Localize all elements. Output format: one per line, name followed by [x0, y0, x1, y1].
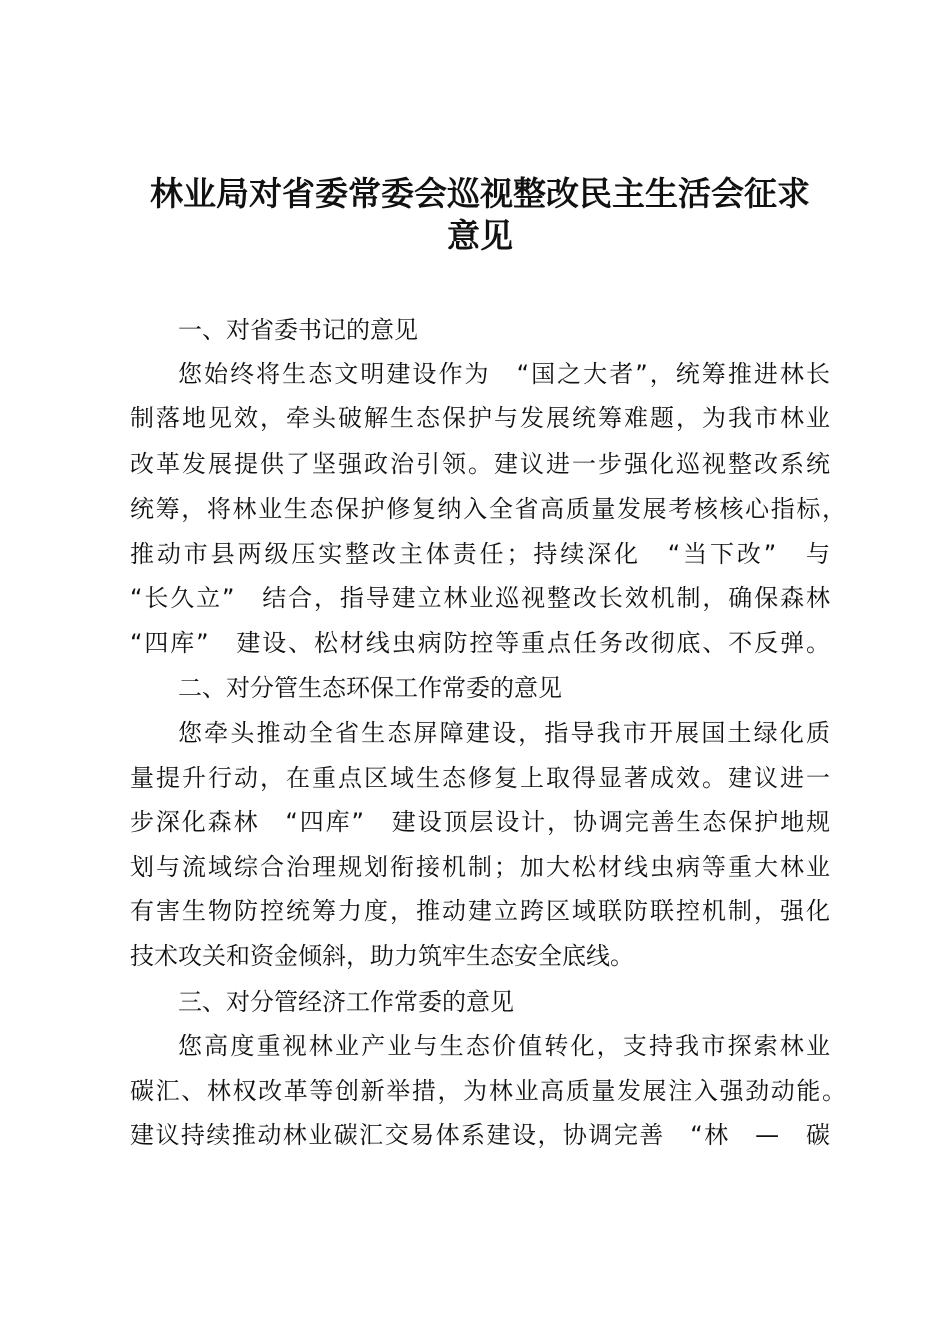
section-2-paragraph-line: 步深化森林 “四库” 建设顶层设计，协调完善生态保护地规 — [130, 808, 830, 836]
section-2-heading: 二、对分管生态环保工作常委的意见 — [178, 674, 562, 702]
section-3-paragraph-line: 碳汇、林权改革等创新举措，为林业高质量发展注入强劲动能。 — [130, 1077, 846, 1105]
section-2-paragraph-line: 您牵头推动全省生态屏障建设，指导我市开展国土绿化质 — [178, 719, 830, 747]
section-3-paragraph-line: 您高度重视林业产业与生态价值转化，支持我市探索林业 — [178, 1032, 830, 1060]
document-title-line-1: 林业局对省委常委会巡视整改民主生活会征求 — [150, 174, 810, 213]
section-2-paragraph-line: 技术攻关和资金倾斜，助力筑牢生态安全底线。 — [130, 942, 634, 970]
section-2-paragraph-line: 量提升行动，在重点区域生态修复上取得显著成效。建议进一 — [130, 764, 830, 792]
section-2-paragraph-line: 有害生物防控统筹力度，推动建立跨区域联防联控机制，强化 — [130, 897, 830, 925]
section-1-heading: 一、对省委书记的意见 — [178, 316, 418, 344]
section-1-paragraph-line: 制落地见效，牵头破解生态保护与发展统筹难题，为我市林业 — [130, 404, 830, 432]
section-1-paragraph-line: “四库” 建设、松材线虫病防控等重点任务改彻底、不反弹。 — [130, 629, 830, 657]
section-1-paragraph-line: 统筹，将林业生态保护修复纳入全省高质量发展考核核心指标， — [130, 495, 846, 523]
section-3-heading: 三、对分管经济工作常委的意见 — [178, 988, 514, 1016]
document-title-line-2: 意见 — [447, 216, 513, 255]
section-1-paragraph-line: “长久立” 结合，指导建立林业巡视整改长效机制，确保森林 — [130, 584, 830, 612]
section-2-paragraph-line: 划与流域综合治理规划衔接机制；加大松材线虫病等重大林业 — [130, 853, 830, 881]
section-3-paragraph-line: 建议持续推动林业碳汇交易体系建设，协调完善 “林 — 碳 — [130, 1121, 830, 1149]
section-1-paragraph-line: 推动市县两级压实整改主体责任；持续深化 “当下改” 与 — [130, 540, 830, 568]
section-1-paragraph-line: 您始终将生态文明建设作为 “国之大者”，统筹推进林长 — [178, 360, 830, 388]
section-1-paragraph-line: 改革发展提供了坚强政治引领。建议进一步强化巡视整改系统 — [130, 450, 830, 478]
